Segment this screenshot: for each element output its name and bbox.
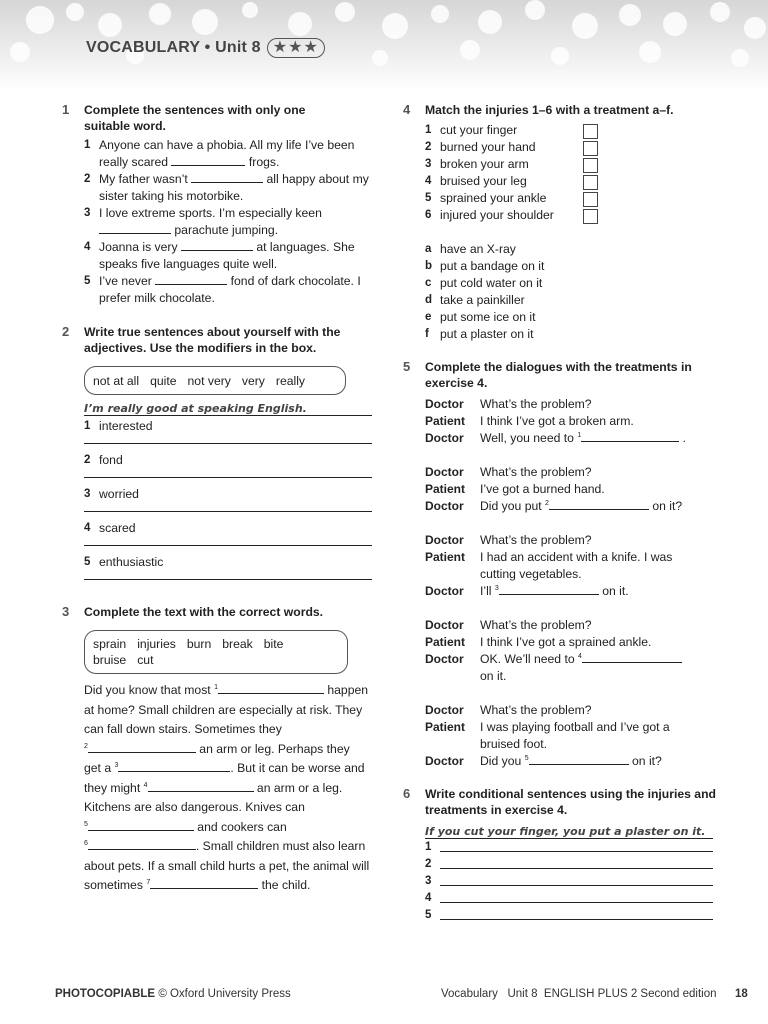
list-item: 5 bbox=[425, 907, 713, 924]
example-answer: I’m really good at speaking English. bbox=[84, 401, 372, 416]
answer-blank[interactable] bbox=[582, 651, 682, 663]
list-item: 4 bruised your leg bbox=[425, 174, 527, 188]
list-item: 5 enthusiastic bbox=[84, 554, 372, 588]
exercise-1 bbox=[62, 102, 372, 307]
list-item: 2 My father wasn’t all happy about my sister taking his motorbike. bbox=[84, 172, 369, 203]
exercise-number: 6 bbox=[403, 786, 411, 801]
answer-blank[interactable] bbox=[218, 682, 324, 694]
exercise-number: 3 bbox=[62, 604, 70, 619]
list-item: 1 bbox=[425, 839, 713, 856]
list-item: 5 sprained your ankle bbox=[425, 191, 547, 205]
answer-box[interactable] bbox=[583, 141, 598, 156]
answer-line[interactable] bbox=[84, 579, 372, 580]
list-item: 3 bbox=[425, 873, 713, 890]
list-item: 3 I love extreme sports. I’m especially keen parachute jumping. bbox=[84, 206, 322, 237]
exercise-5 bbox=[403, 359, 733, 770]
exercise-heading: Complete the text with the correct words. bbox=[84, 605, 324, 619]
exercise-6 bbox=[403, 786, 733, 924]
answer-blank[interactable] bbox=[88, 819, 194, 831]
exercise-heading: Write true sentences about yourself with the adjectives. Use the modifiers in the box. bbox=[84, 325, 341, 355]
answer-blank[interactable] bbox=[155, 273, 227, 285]
exercise-number: 1 bbox=[62, 102, 70, 117]
list-item: 4 scared bbox=[84, 520, 372, 554]
dialogue-4: Doctor What’s the problem? Patient I think I’ve got a sprained ankle. Doctor OK. We’ll need to $^4$ on it. bbox=[425, 617, 733, 685]
answer-line[interactable] bbox=[440, 856, 713, 869]
answer-box[interactable] bbox=[583, 175, 598, 190]
answer-line[interactable] bbox=[84, 511, 372, 512]
list-item: a have an X-ray bbox=[425, 242, 516, 256]
footer-left: PHOTOCOPIABLE © Oxford University Press bbox=[55, 988, 291, 1000]
list-item: 4 bbox=[425, 890, 713, 907]
answer-blank[interactable] bbox=[171, 154, 245, 166]
injuries-list bbox=[425, 122, 733, 224]
exercise-heading: Complete the dialogues with the treatments in exercise 4. bbox=[425, 360, 692, 390]
list-item: c put cold water on it bbox=[425, 276, 543, 290]
exercise-number: 2 bbox=[62, 324, 70, 339]
answer-line[interactable] bbox=[440, 839, 713, 852]
list-item: 3 broken your arm bbox=[425, 157, 529, 171]
difficulty-stars-icon: ★★★ bbox=[267, 38, 325, 58]
list-item: 6 injured your shoulder bbox=[425, 208, 554, 222]
answer-box[interactable] bbox=[583, 158, 598, 173]
adjective-list bbox=[84, 418, 372, 588]
list-item: 1 Anyone can have a phobia. All my life I’ve been really scared frogs. bbox=[84, 138, 355, 169]
answer-blank[interactable] bbox=[99, 222, 171, 234]
answer-blank[interactable] bbox=[581, 430, 679, 442]
list-item: 4 Joanna is very at languages. She speaks five languages quite well. bbox=[84, 240, 355, 271]
list-item: 2 fond bbox=[84, 452, 372, 486]
exercise-3 bbox=[62, 604, 372, 620]
list-item: 2 bbox=[425, 856, 713, 873]
list-item: f put a plaster on it bbox=[425, 327, 534, 341]
answer-blank[interactable] bbox=[499, 583, 599, 595]
answer-line[interactable] bbox=[84, 443, 372, 444]
answer-blank[interactable] bbox=[148, 780, 254, 792]
sentence-list bbox=[425, 839, 713, 924]
example-answer: If you cut your finger, you put a plaster on it. bbox=[425, 824, 713, 839]
answer-blank[interactable] bbox=[529, 753, 629, 765]
exercise-4 bbox=[403, 102, 733, 343]
page-header bbox=[86, 38, 325, 58]
answer-box[interactable] bbox=[583, 192, 598, 207]
answer-box[interactable] bbox=[583, 124, 598, 139]
answer-blank[interactable] bbox=[118, 760, 230, 772]
gap-fill-text: Did you know that most $^1$ happen at home? Small children are especially at risk. They can fall down stairs. Sometimes they $^2$ an arm or leg. Perhaps they get a $^3$ . But it can be worse and they might $^4$ an arm or a leg. Kitchens are also dangerous. Knives can $^5$ and cookers can $^6$ . Small children must also learn about pets. If a small child hurts a pet, the animal will sometimes $^7$ the child. bbox=[84, 683, 370, 892]
exercise-2 bbox=[62, 324, 372, 356]
answer-blank[interactable] bbox=[549, 498, 649, 510]
answer-line[interactable] bbox=[440, 890, 713, 903]
list-item: 2 burned your hand bbox=[425, 140, 536, 154]
exercise-heading: Match the injuries 1–6 with a treatment a–f. bbox=[425, 103, 674, 117]
modifiers-box: not at all quite not very very really bbox=[84, 366, 346, 395]
dialogue-5: Doctor What’s the problem? Patient I was playing football and I’ve got a bruised foot. Doctor Did you $^5$ on it? bbox=[425, 703, 670, 768]
list-item: e put some ice on it bbox=[425, 310, 536, 324]
unit-title: VOCABULARY • Unit 8 bbox=[86, 39, 261, 56]
list-item: 1 interested bbox=[84, 418, 372, 452]
word-box: sprain injuries burn break bite bruise cut bbox=[84, 630, 348, 674]
footer-right: Vocabulary Unit 8 ENGLISH PLUS 2 Second edition bbox=[441, 988, 717, 1000]
exercise-number: 4 bbox=[403, 102, 411, 117]
exercise-number: 5 bbox=[403, 359, 411, 374]
answer-blank[interactable] bbox=[88, 741, 196, 753]
dialogue-1: Doctor What’s the problem? Patient I think I’ve got a broken arm. Doctor Well, you need to $^1$ . bbox=[425, 397, 687, 445]
list-item: b put a bandage on it bbox=[425, 259, 545, 273]
dialogue-2: Doctor What’s the problem? Patient I’ve got a burned hand. Doctor Did you put $^2$ on it? bbox=[425, 465, 683, 513]
dialogue-3: Doctor What’s the problem? Patient I had an accident with a knife. I was cutting vegetables. Doctor I’ll $^3$ on it. bbox=[425, 533, 673, 598]
answer-blank[interactable] bbox=[88, 838, 196, 850]
answer-line[interactable] bbox=[440, 873, 713, 886]
list-item: 3 worried bbox=[84, 486, 372, 520]
answer-box[interactable] bbox=[583, 209, 598, 224]
answer-line[interactable] bbox=[84, 477, 372, 478]
list-item: 1 cut your finger bbox=[425, 123, 518, 137]
exercise-heading: Complete the sentences with only one suitable word. bbox=[84, 103, 306, 133]
answer-line[interactable] bbox=[440, 907, 713, 920]
list-item: d take a painkiller bbox=[425, 293, 525, 307]
exercise-heading: Write conditional sentences using the injuries and treatments in exercise 4. bbox=[425, 787, 716, 817]
page-number: 18 bbox=[735, 988, 748, 1000]
answer-blank[interactable] bbox=[181, 239, 253, 251]
answer-blank[interactable] bbox=[191, 171, 263, 183]
treatments-list bbox=[425, 241, 733, 343]
answer-blank[interactable] bbox=[150, 877, 258, 889]
list-item: 5 I’ve never fond of dark chocolate. I prefer milk chocolate. bbox=[84, 274, 361, 305]
answer-line[interactable] bbox=[84, 545, 372, 546]
